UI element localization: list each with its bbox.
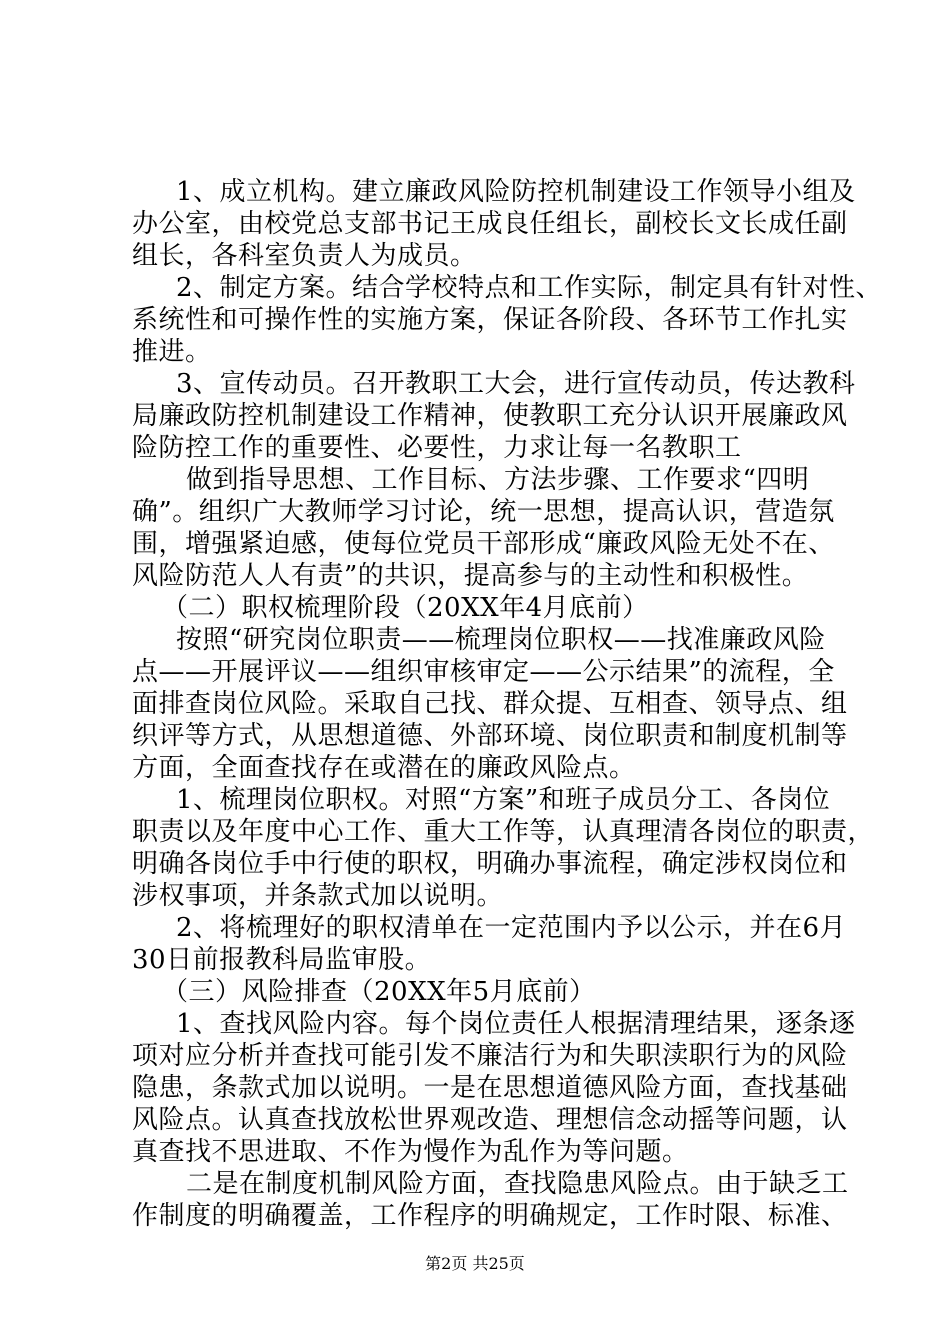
paragraph-line: 真查找不思进取、不作为慢作为乱作为等问题。	[132, 1137, 689, 1167]
paragraph-line: 30日前报教科局监审股。	[132, 945, 432, 975]
section-heading: （三）风险排查（20XX年5月底前）	[162, 977, 596, 1007]
paragraph-line: 隐患，条款式加以说明。一是在思想道德风险方面，查找基础	[132, 1073, 848, 1103]
page-footer: 第2页 共25页	[425, 1254, 525, 1273]
paragraph-line: 3、宣传动员。召开教职工大会，进行宣传动员，传达教科	[176, 369, 856, 399]
paragraph-line: 方面，全面查找存在或潜在的廉政风险点。	[132, 753, 636, 783]
paragraph-line: 1、梳理岗位职权。对照“方案”和班子成员分工、各岗位	[176, 785, 831, 815]
paragraph-line: 职责以及年度中心工作、重大工作等，认真理清各岗位的职责，	[132, 817, 875, 847]
paragraph-line: 明确各岗位手中行使的职权，明确办事流程，确定涉权岗位和	[132, 849, 848, 879]
paragraph-line: 1、成立机构。建立廉政风险防控机制建设工作领导小组及	[176, 177, 856, 207]
paragraph-line: 1、查找风险内容。每个岗位责任人根据清理结果，逐条逐	[176, 1009, 856, 1039]
paragraph-line: 2、制定方案。结合学校特点和工作实际，制定具有针对性、	[176, 273, 883, 303]
paragraph-line: 点——开展评议——组织审核审定——公示结果”的流程，全	[132, 657, 835, 687]
paragraph-line: 风险点。认真查找放松世界观改造、理想信念动摇等问题，认	[132, 1105, 848, 1135]
paragraph-line: 风险防范人人有责”的共识，提高参与的主动性和积极性。	[132, 561, 809, 591]
paragraph-line: 险防控工作的重要性、必要性，力求让每一名教职工	[132, 433, 742, 463]
paragraph-line: 二是在制度机制风险方面，查找隐患风险点。由于缺乏工	[186, 1169, 849, 1199]
paragraph-line: 做到指导思想、工作目标、方法步骤、工作要求“四明	[186, 465, 810, 495]
paragraph-line: 确”。组织广大教师学习讨论，统一思想，提高认识，营造氛	[132, 497, 835, 527]
paragraph-line: 作制度的明确覆盖，工作程序的明确规定，工作时限、标准、	[132, 1201, 848, 1231]
paragraph-line: 面排查岗位风险。采取自己找、群众提、互相查、领导点、组	[132, 689, 848, 719]
paragraph-line: 办公室，由校党总支部书记王成良任组长，副校长文长成任副	[132, 209, 848, 239]
paragraph-line: 织评等方式，从思想道德、外部环境、岗位职责和制度机制等	[132, 721, 848, 751]
paragraph-line: 涉权事项，并条款式加以说明。	[132, 881, 504, 911]
section-heading: （二）职权梳理阶段（20XX年4月底前）	[162, 593, 649, 623]
paragraph-line: 按照“研究岗位职责——梳理岗位职权——找准廉政风险	[176, 625, 826, 655]
paragraph-line: 局廉政防控机制建设工作精神，使教职工充分认识开展廉政风	[132, 401, 848, 431]
paragraph-line: 组长，各科室负责人为成员。	[132, 241, 477, 271]
paragraph-line: 2、将梳理好的职权清单在一定范围内予以公示，并在6月	[176, 913, 847, 943]
paragraph-line: 推进。	[132, 337, 212, 367]
paragraph-line: 项对应分析并查找可能引发不廉洁行为和失职渎职行为的风险	[132, 1041, 848, 1071]
paragraph-line: 围，增强紧迫感，使每位党员干部形成“廉政风险无处不在、	[132, 529, 835, 559]
paragraph-line: 系统性和可操作性的实施方案，保证各阶段、各环节工作扎实	[132, 305, 848, 335]
